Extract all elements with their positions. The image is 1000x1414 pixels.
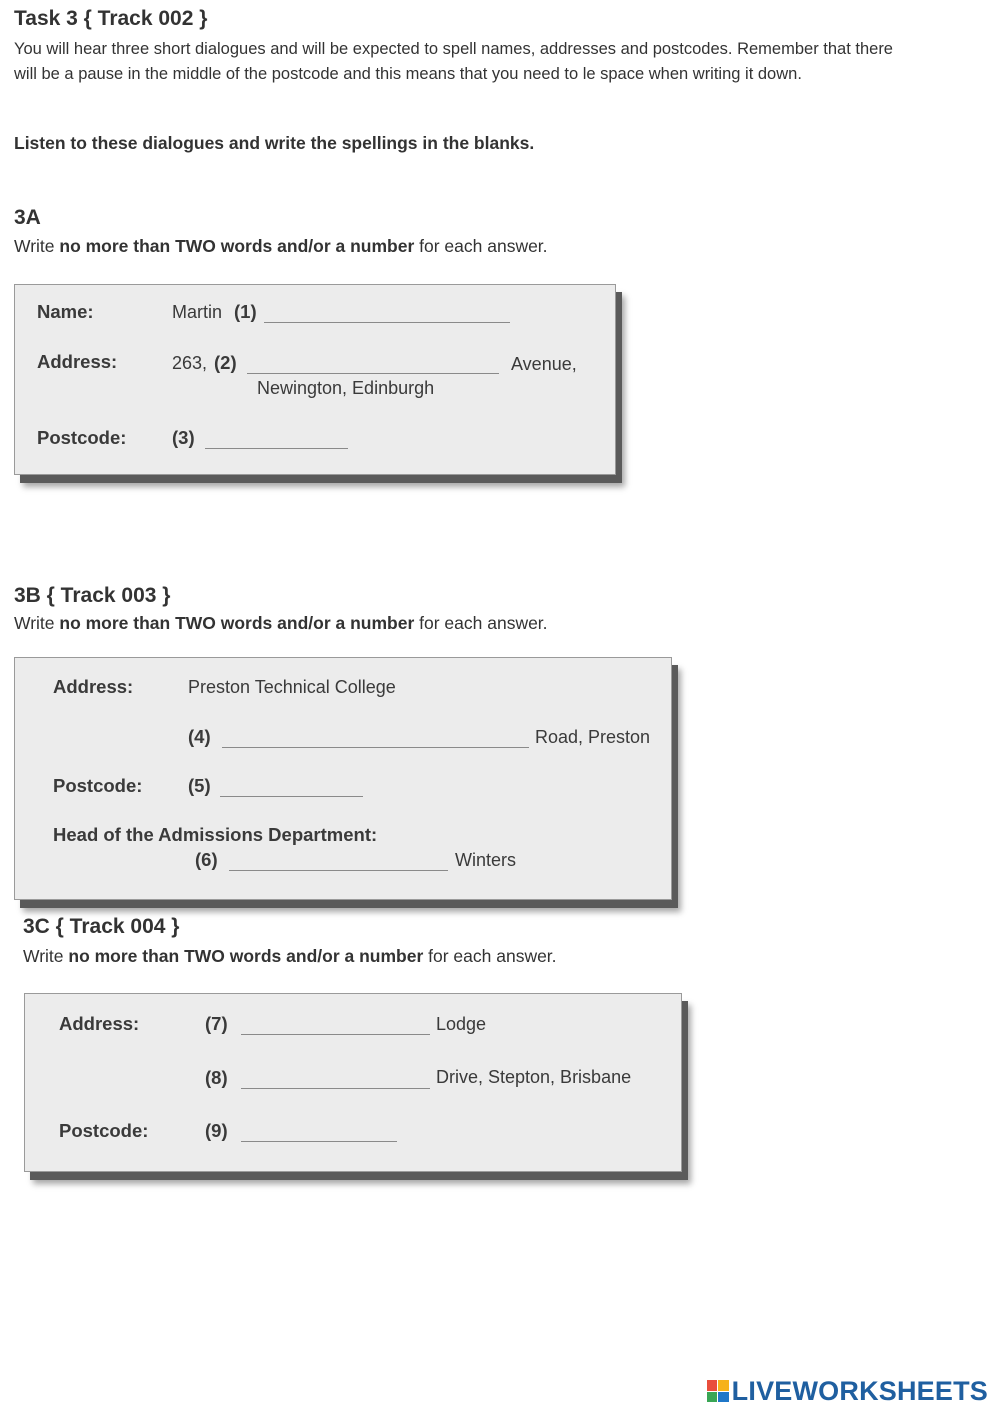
form-card-3a (14, 284, 616, 475)
suffix-7: Lodge (436, 1014, 487, 1034)
question-number-9: (9) (205, 1120, 228, 1141)
task-title: Task 3 { Track 002 } (14, 7, 208, 30)
address-label: Address: (53, 676, 134, 697)
question-number-7: (7) (205, 1013, 228, 1034)
postcode-label: Postcode: (37, 427, 127, 448)
name-prefix: Martin (172, 302, 223, 322)
head-suffix: Winters (455, 850, 517, 870)
question-number-1: (1) (234, 301, 257, 322)
address-label: Address: (59, 1013, 140, 1034)
answer-blank-7[interactable] (241, 1034, 430, 1035)
logo-square-red (707, 1380, 718, 1391)
answer-blank-9[interactable] (241, 1141, 397, 1142)
section-3a-note: Write no more than TWO words and/or a number for each answer. (14, 236, 548, 256)
form-card-3b (14, 657, 672, 900)
form-card-3c (24, 993, 682, 1172)
address-label: Address: (37, 351, 118, 372)
question-number-8: (8) (205, 1067, 228, 1088)
address-prefix: 263, (172, 353, 208, 373)
name-label: Name: (37, 301, 94, 322)
address-suffix: Road, Preston (535, 727, 651, 747)
question-number-4: (4) (188, 726, 211, 747)
liveworksheets-logo[interactable] (707, 1374, 988, 1408)
question-number-2: (2) (214, 352, 237, 373)
answer-blank-6[interactable] (229, 870, 448, 871)
logo-square-yellow (718, 1380, 729, 1391)
address-line-2: Newington, Edinburgh (257, 378, 435, 398)
address-line-1: Preston Technical College (188, 677, 396, 697)
logo-text: LIVEWORKSHEETS (731, 1375, 988, 1406)
logo-square-blue (718, 1392, 729, 1403)
head-of-admissions-label: Head of the Admissions Department: (53, 824, 378, 845)
question-number-6: (6) (195, 849, 218, 870)
question-number-5: (5) (188, 775, 211, 796)
section-3c-title: 3C { Track 004 } (23, 915, 180, 938)
answer-blank-1[interactable] (264, 322, 510, 323)
suffix-8: Drive, Stepton, Brisbane (436, 1067, 632, 1087)
address-suffix: Avenue, (511, 354, 577, 374)
section-3c-note: Write no more than TWO words and/or a number for each answer. (23, 946, 557, 966)
answer-blank-4[interactable] (222, 747, 529, 748)
answer-blank-2[interactable] (247, 373, 499, 374)
answer-blank-8[interactable] (241, 1088, 430, 1089)
liveworksheets-logo-icon (707, 1380, 729, 1402)
question-number-3: (3) (172, 427, 195, 448)
postcode-label: Postcode: (53, 775, 143, 796)
task-instruction: Listen to these dialogues and write the spellings in the blanks. (14, 133, 535, 153)
section-3b-note: Write no more than TWO words and/or a number for each answer. (14, 613, 548, 633)
logo-square-green (707, 1392, 718, 1403)
answer-blank-5[interactable] (220, 796, 363, 797)
task-intro: You will hear three short dialogues and will be expected to spell names, addresses and postcodes. Remember that there will be a pause in the middle of the postcode and this means that you need to le space when writing it down. (14, 40, 893, 83)
section-3b-title: 3B { Track 003 } (14, 584, 171, 607)
section-3a-title: 3A (14, 206, 41, 229)
postcode-label: Postcode: (59, 1120, 149, 1141)
answer-blank-3[interactable] (205, 448, 348, 449)
